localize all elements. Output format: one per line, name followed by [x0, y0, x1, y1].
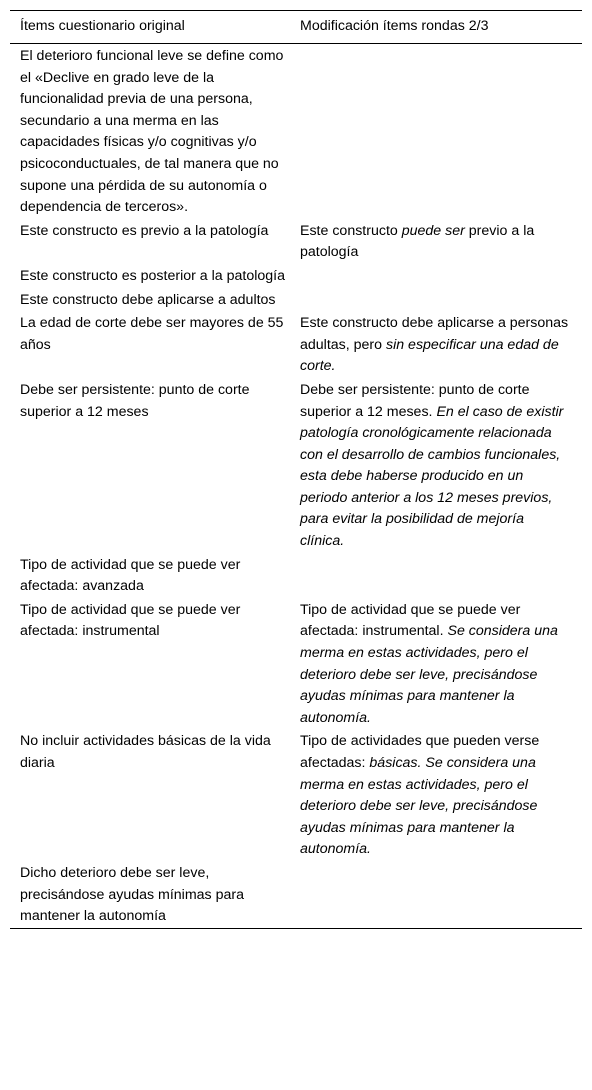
original-item-cell: No incluir actividades básicas de la vida diaria [20, 733, 271, 771]
table-body [10, 44, 582, 928]
text-segment: Este constructo [300, 222, 402, 239]
modified-item-cell [298, 219, 582, 264]
table-row [10, 861, 582, 928]
table-row [10, 264, 582, 288]
original-item-cell: Debe ser persistente: punto de corte superior a 12 meses [20, 381, 250, 420]
text-segment: Tipo de actividad que se puede ver afectada: instrumental. [300, 601, 521, 640]
modified-item-cell [298, 861, 582, 928]
table-header-row [10, 11, 582, 44]
original-item-cell: Dicho deterioro debe ser leve, precisándose ayudas mínimas para mantener la autonomía [20, 864, 244, 925]
text-segment: previo a la patología [300, 222, 535, 261]
comparison-table [10, 10, 582, 929]
text-segment: Este constructo debe aplicarse a personas adultas, pero [300, 315, 569, 353]
header-modified-items: Modificación ítems rondas 2/3 [300, 18, 489, 35]
modified-item-cell [298, 553, 582, 598]
original-item-cell: Tipo de actividad que se puede ver afectada: avanzada [20, 556, 241, 595]
text-segment: Tipo de actividades que pueden verse afectadas: [300, 733, 540, 771]
table-row [10, 729, 582, 861]
header-original-items: Ítems cuestionario original [20, 18, 185, 35]
original-item-cell: La edad de corte debe ser mayores de 55 años [20, 315, 284, 353]
table-row [10, 378, 582, 553]
modified-item-cell [298, 288, 582, 312]
italic-text-segment: En el caso de existir patología cronológicamente relacionada con el desarrollo de cambios funcionales, esta debe haberse producido en un periodo anterior a los 12 meses previos, para evitar la posibilidad de mejoría clínica. [300, 403, 564, 550]
table-row [10, 553, 582, 598]
table-row [10, 219, 582, 264]
modified-item-cell [298, 44, 582, 219]
italic-text-segment: básicas. Se considera una merma en estas actividades, pero el deterioro debe ser leve, precisándose ayudas mínimas para mantener la autonomía. [300, 755, 538, 858]
modified-item-cell [298, 729, 582, 861]
original-item-cell: El deterioro funcional leve se define como el «Declive en grado leve de la funcionalidad previa de una persona, secundario a una merma en las capacidades físicas y/o cognitivas y/o psicoconductuales, de tal manera que no supone una pérdida de su autonomía o dependencia de terceros». [20, 48, 284, 216]
table-row [10, 44, 582, 219]
table-row [10, 598, 582, 730]
table-row [10, 288, 582, 312]
modified-item-cell [298, 378, 582, 553]
italic-text-segment: puede ser [401, 222, 465, 239]
italic-text-segment: Se considera una merma en estas actividades, pero el deterioro debe ser leve, precisándose ayudas mínimas para mantener la autonomía. [300, 623, 558, 726]
modified-item-cell [298, 264, 582, 288]
modified-item-cell [298, 598, 582, 730]
modified-item-cell [298, 311, 582, 378]
text-segment: Debe ser persistente: punto de corte superior a 12 meses. [300, 381, 530, 420]
original-item-cell: Este constructo es previo a la patología [20, 222, 269, 239]
italic-text-segment: sin especificar una edad de corte. [300, 336, 559, 375]
original-item-cell: Este constructo es posterior a la patología [20, 267, 285, 284]
original-item-cell: Tipo de actividad que se puede ver afectada: instrumental [20, 601, 241, 640]
table-row [10, 311, 582, 378]
original-item-cell: Este constructo debe aplicarse a adultos [20, 291, 276, 308]
